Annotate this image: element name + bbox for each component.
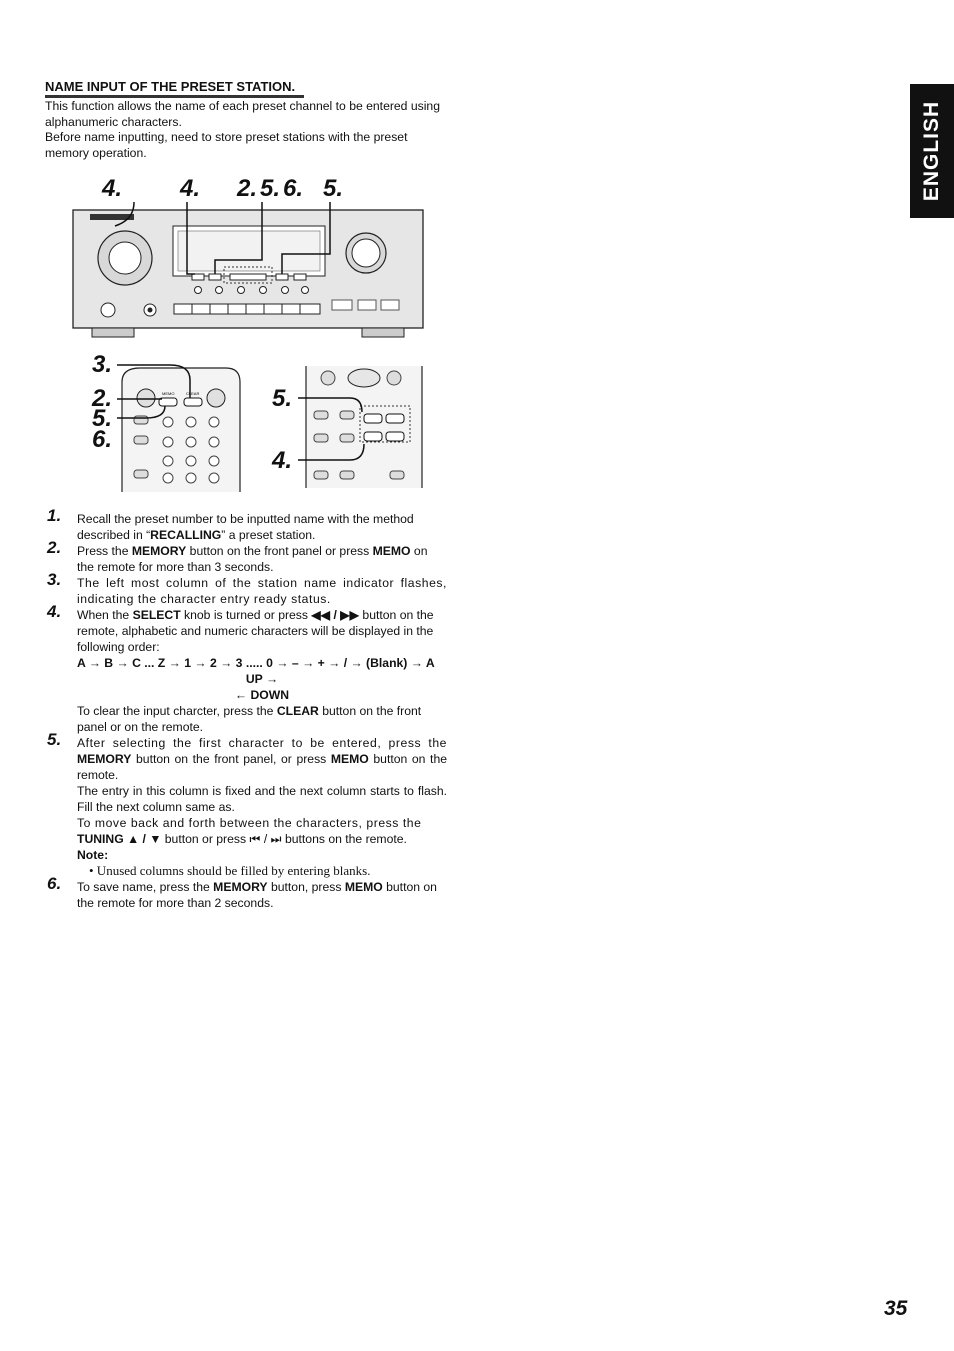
step-keyword: MEMO	[372, 544, 411, 558]
step-4	[45, 602, 447, 735]
clear-button-label: CLEAR	[186, 391, 200, 396]
step-5	[45, 730, 447, 879]
step-text: button on the front panel or press	[186, 544, 373, 558]
remote-right-label-step4: 4.	[272, 447, 293, 474]
intro-text	[45, 99, 447, 161]
step-number: 2.	[47, 538, 62, 557]
step-keyword: MEMORY	[131, 544, 187, 558]
step-number: 4.	[47, 602, 62, 621]
memo-button-label: MEMO	[162, 391, 175, 396]
order-up: UP →	[245, 672, 279, 686]
front-label-step4b: 4.	[180, 175, 201, 202]
intro-paragraph-1: This function allows the name of each preset channel to be entered using alphanumeric characters.	[45, 99, 440, 129]
step-text: buttons on the remote.	[281, 832, 407, 846]
page-number: 35	[884, 1297, 908, 1320]
step-keyword: SELECT	[132, 608, 181, 622]
step-text: To clear the input charcter, press the	[77, 704, 277, 718]
step-text: When the	[77, 608, 133, 622]
step-3	[45, 570, 447, 607]
order-down: ← DOWN	[234, 688, 290, 702]
remote-right-label-step5: 5.	[272, 385, 293, 412]
rewind-forward-icons: ◀◀ / ▶▶	[311, 608, 360, 622]
step-keyword: MEMORY	[77, 752, 132, 766]
step-keyword: MEMORY	[213, 880, 268, 894]
step-1	[45, 506, 447, 543]
steps-list	[45, 506, 447, 911]
note-label: Note:	[77, 848, 109, 862]
remote-label-step5: 5.	[92, 405, 113, 432]
remote-illustration-left	[90, 346, 250, 496]
step-text: The entry in this column is fixed and the next column starts to flash. Fill the next column same as.	[77, 784, 447, 814]
step-text: ” a preset station.	[221, 528, 316, 542]
remote-label-step6: 6.	[92, 426, 113, 453]
step-text: To save name, press the	[77, 880, 214, 894]
remote-label-step2: 2.	[92, 385, 113, 412]
tuning-keyword: TUNING ▲ / ▼	[77, 832, 162, 846]
step-keyword: CLEAR	[276, 704, 319, 718]
front-label-step2: 2.	[237, 175, 258, 202]
step-keyword: MEMO	[330, 752, 369, 766]
character-order: A → B → C ... Z → 1 → 2 → 3 ..... 0 → – → + → / → (Blank) → A	[77, 656, 435, 670]
language-tab-label: ENGLISH	[920, 100, 943, 202]
step-text: After selecting the first character to be entered, press the	[77, 736, 447, 750]
step-text: button on the front panel, or press	[131, 752, 331, 766]
front-panel-illustration	[70, 170, 430, 342]
step-text: The left most column of the station name indicator flashes, indicating the character entry ready status.	[77, 576, 447, 606]
step-text: button on the remote, alphabetic and numeric characters will be displayed in the following order:	[77, 608, 434, 654]
step-text: knob is turned or press	[180, 608, 312, 622]
step-text: button, press	[267, 880, 345, 894]
skip-buttons-icons: ⏮ / ⏭	[249, 832, 282, 846]
step-text: Press the	[77, 544, 132, 558]
step-text: on the remote for more than 3 seconds.	[77, 544, 428, 574]
step-number: 5.	[47, 730, 62, 749]
step-keyword: RECALLING	[150, 528, 222, 542]
step-number: 3.	[47, 570, 62, 589]
step-keyword: MEMO	[344, 880, 383, 894]
step-text: button on the remote.	[77, 752, 447, 782]
step-text: Recall the preset number to be inputted name with the method described in “	[77, 512, 414, 542]
step-text: To move back and forth between the characters, press the	[77, 816, 422, 830]
section-heading: NAME INPUT OF THE PRESET STATION.	[45, 79, 304, 98]
step-number: 6.	[47, 874, 62, 893]
step-2	[45, 538, 447, 575]
note-text: • Unused columns should be filled by entering blanks.	[89, 863, 371, 878]
front-label-step5: 5.	[260, 175, 281, 202]
front-label-step5b: 5.	[323, 175, 344, 202]
intro-paragraph-2: Before name inputting, need to store preset stations with the preset memory operation.	[45, 130, 408, 160]
step-text: button or press	[161, 832, 250, 846]
front-label-step6: 6.	[283, 175, 304, 202]
language-tab	[910, 84, 954, 218]
step-number: 1.	[47, 506, 62, 525]
remote-illustration-right	[270, 366, 426, 492]
step-6	[45, 874, 447, 911]
step-text: button on the remote for more than 2 seconds.	[77, 880, 437, 910]
step-text: button on the front panel or on the remote.	[77, 704, 422, 734]
front-label-step4a: 4.	[102, 175, 123, 202]
remote-label-step3: 3.	[92, 351, 113, 378]
